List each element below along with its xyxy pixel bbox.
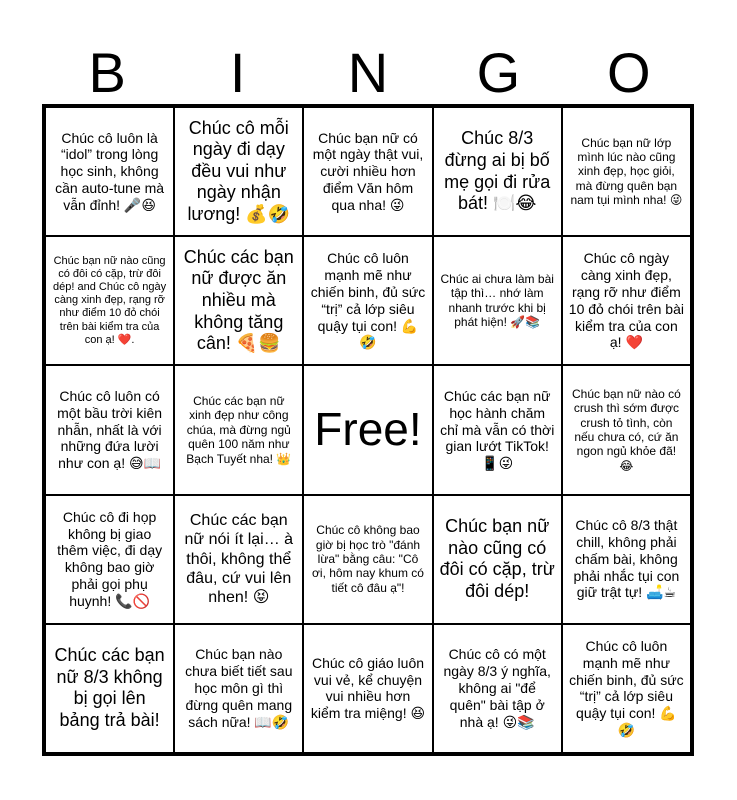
bingo-cell: Chúc cô luôn là “idol” trong lòng học sinh, không cần auto-tune mà vẫn đỉnh! 🎤😆 bbox=[45, 107, 174, 236]
bingo-cell: Chúc cô 8/3 thật chill, không phải chấm bài, không phải nhắc tụi con giữ trật tự! 🛋️☕ bbox=[562, 495, 691, 624]
bingo-cell: Chúc ai chưa làm bài tập thì… nhớ làm nhanh trước khi bị phát hiện! 🚀📚 bbox=[433, 236, 562, 365]
bingo-card-grid bbox=[42, 104, 694, 756]
bingo-cell: Chúc bạn nữ lớp mình lúc nào cũng xinh đẹp, học giỏi, mà đừng quên bạn nam tụi mình nha! 😜 bbox=[562, 107, 691, 236]
header-letter-n: N bbox=[347, 41, 389, 104]
header-letter-o: O bbox=[607, 41, 651, 104]
bingo-cell: Chúc cô không bao giờ bị học trò "đánh lừa" bằng câu: "Cô ơi, hôm nay khum có tiết cô đâu ạ"! bbox=[303, 495, 432, 624]
bingo-cell: Chúc bạn nữ nào cũng có đôi có cặp, trừ đôi dép! and Chúc cô ngày càng xinh đẹp, rạng rỡ như điểm 10 đỏ chói trên bài kiểm tra của con ạ! ❤️. bbox=[45, 236, 174, 365]
bingo-cell: Chúc bạn nữ có một ngày thật vui, cười nhiều hơn điểm Văn hôm qua nha! 😜 bbox=[303, 107, 432, 236]
bingo-cell: Chúc cô đi họp không bị giao thêm việc, đi dạy không bao giờ phải gọi phụ huynh! 📞🚫 bbox=[45, 495, 174, 624]
bingo-cell: Chúc cô luôn mạnh mẽ như chiến binh, đủ sức “trị” cả lớp siêu quậy tụi con! 💪🤣 bbox=[303, 236, 432, 365]
free-space: Free! bbox=[303, 365, 432, 494]
bingo-cell: Chúc cô mỗi ngày đi dạy đều vui như ngày nhận lương! 💰🤣 bbox=[174, 107, 303, 236]
bingo-cell: Chúc các bạn nữ nói ít lại… à thôi, không thể đâu, cứ vui lên nhen! 😝 bbox=[174, 495, 303, 624]
bingo-cell: Chúc các bạn nữ 8/3 không bị gọi lên bảng trả bài! bbox=[45, 624, 174, 753]
bingo-cell: Chúc cô ngày càng xinh đẹp, rạng rỡ như điểm 10 đỏ chói trên bài kiểm tra của con ạ! ❤️ bbox=[562, 236, 691, 365]
header-letter-b: B bbox=[88, 41, 126, 104]
bingo-cell: Chúc các bạn nữ xinh đẹp như công chúa, mà đừng ngủ quên 100 năm như Bạch Tuyết nha! 👑 bbox=[174, 365, 303, 494]
bingo-cell: Chúc cô luôn mạnh mẽ như chiến binh, đủ sức “trị” cả lớp siêu quậy tụi con! 💪🤣 bbox=[562, 624, 691, 753]
header-letter-i: I bbox=[229, 41, 246, 104]
bingo-cell: Chúc cô luôn có một bầu trời kiên nhẫn, nhất là với những đứa lười như con ạ! 😅📖 bbox=[45, 365, 174, 494]
bingo-cell: Chúc các bạn nữ học hành chăm chỉ mà vẫn có thời gian lướt TikTok! 📱😜 bbox=[433, 365, 562, 494]
bingo-cell: Chúc 8/3 đừng ai bị bố mẹ gọi đi rửa bát! 🍽️😂 bbox=[433, 107, 562, 236]
bingo-cell: Chúc cô có một ngày 8/3 ý nghĩa, không ai "để quên" bài tập ở nhà ạ! 😜📚 bbox=[433, 624, 562, 753]
bingo-cell: Chúc cô giáo luôn vui vẻ, kể chuyện vui nhiều hơn kiểm tra miệng! 😆 bbox=[303, 624, 432, 753]
header-letter-g: G bbox=[476, 41, 521, 104]
bingo-cell: Chúc các bạn nữ được ăn nhiều mà không tăng cân! 🍕🍔 bbox=[174, 236, 303, 365]
bingo-header bbox=[42, 42, 694, 104]
bingo-cell: Chúc bạn nữ nào có crush thì sớm được crush tỏ tình, còn nếu chưa có, cứ ăn ngon ngủ khỏe đã! 😂 bbox=[562, 365, 691, 494]
bingo-cell: Chúc bạn nữ nào cũng có đôi có cặp, trừ đôi dép! bbox=[433, 495, 562, 624]
bingo-cell: Chúc bạn nào chưa biết tiết sau học môn gì thì đừng quên mang sách nữa! 📖🤣 bbox=[174, 624, 303, 753]
